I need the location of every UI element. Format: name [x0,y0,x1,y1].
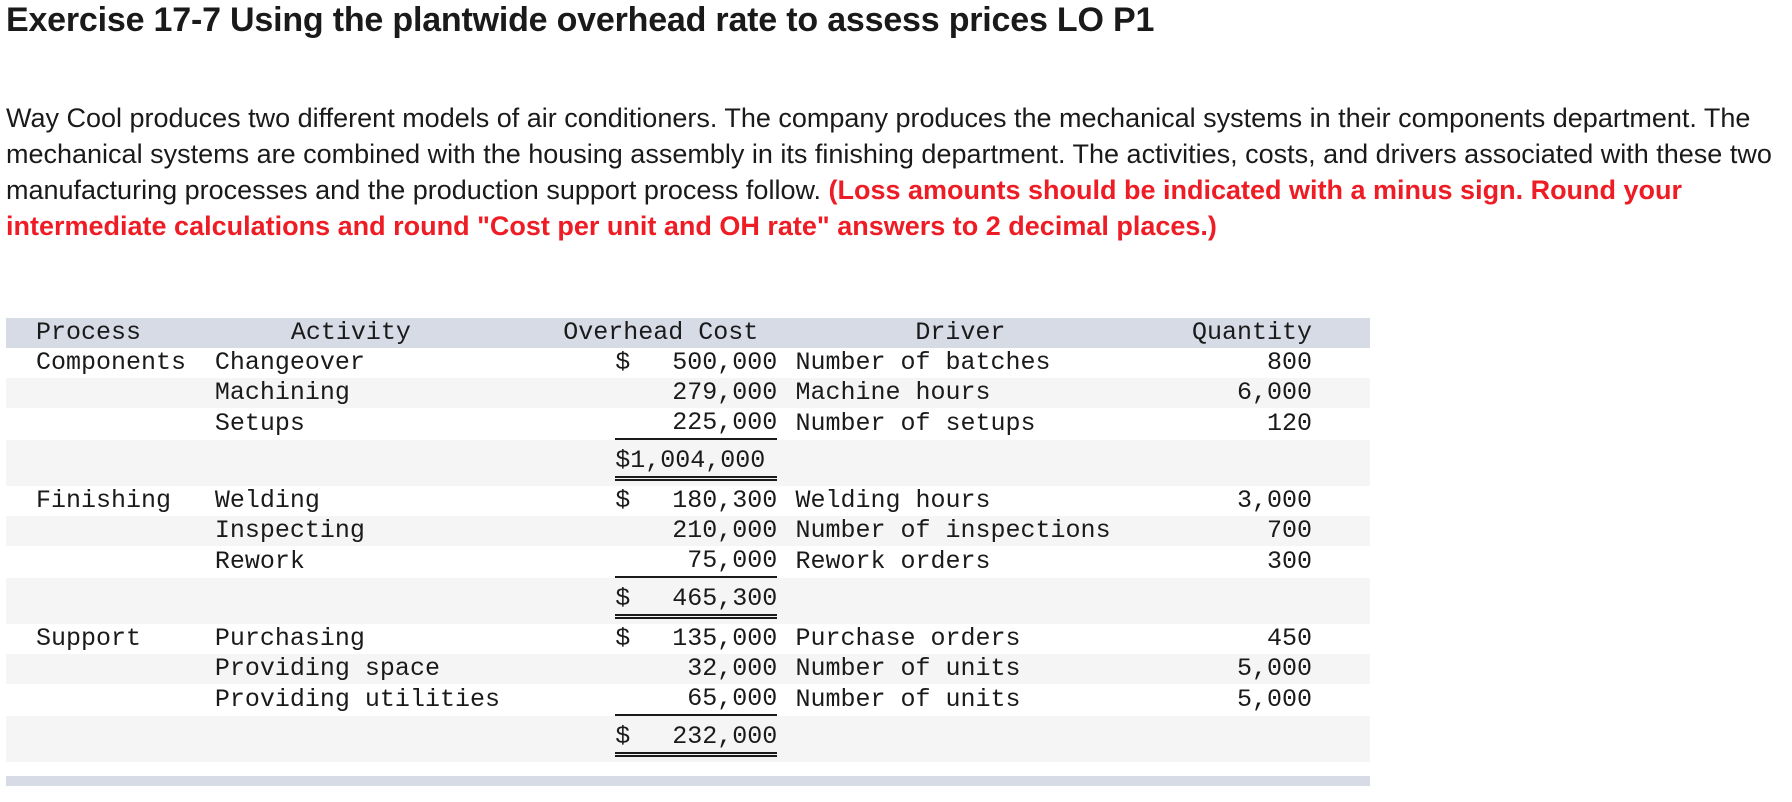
driver-cell: Number of units [795,685,1021,714]
page-title: Exercise 17-7 Using the plantwide overhead rate to assess prices LO P1 [6,1,1155,39]
total-value: 465,300 [672,583,778,613]
header-process: Process [6,318,215,348]
driver-cell: Purchase orders [795,624,1021,653]
currency-sign: $ [615,583,631,613]
table-footer-spacer [6,762,1370,776]
quantity-cell: 120 [1266,409,1312,438]
total-cost-cell [557,440,781,486]
cost-value: 500,000 [672,348,778,377]
driver-cell: Welding hours [795,486,991,515]
driver-cell: Number of inspections [796,516,1186,546]
cost-cell [557,684,781,716]
cost-cell [557,546,781,578]
quantity-cell: 5,000 [1236,685,1312,714]
total-row-finishing [6,578,1370,624]
driver-cell: Machine hours [796,378,1186,408]
quantity-cell: 300 [1266,547,1312,576]
header-activity: Activity [215,318,557,348]
cost-value: 75,000 [687,546,778,575]
currency-sign: $ [615,486,631,515]
cost-cell [557,378,781,408]
total-row-components [6,440,1370,486]
cost-value: 32,000 [687,654,778,683]
currency-sign: $ [615,445,631,475]
activity-cell: Setups [214,409,305,438]
table-row [6,378,1370,408]
cost-value: 279,000 [672,378,778,407]
total-row-support [6,716,1370,762]
activity-cell: Inspecting [215,516,557,546]
driver-cell: Rework orders [795,547,991,576]
process-finishing: Finishing [36,486,172,515]
cost-cell [557,408,781,440]
activity-cell: Purchasing [214,624,365,653]
problem-description [6,100,1781,244]
quantity-cell: 5,000 [1185,654,1370,684]
cost-value: 225,000 [672,408,778,437]
cost-cell [557,348,781,378]
activity-cell: Machining [215,378,557,408]
table-row [6,408,1370,440]
activity-cell: Providing space [215,654,557,684]
total-cost-cell [557,716,781,762]
table-row [6,348,1370,378]
cost-value: 135,000 [672,624,778,653]
total-value: 232,000 [672,721,778,751]
currency-sign: $ [615,721,631,751]
activity-cell: Providing utilities [214,685,500,714]
table-header-row [6,318,1370,348]
cost-value: 65,000 [687,684,778,713]
cost-cell [557,624,781,654]
table-row [6,624,1370,654]
activity-cell: Changeover [214,348,365,377]
activity-cell: Rework [214,547,305,576]
driver-cell: Number of setups [795,409,1036,438]
overhead-cost-table [6,318,1370,786]
table-row [6,684,1370,716]
cost-value: 180,300 [672,486,778,515]
header-overhead-cost: Overhead Cost [557,318,781,348]
quantity-cell: 6,000 [1185,378,1370,408]
quantity-cell: 800 [1266,348,1312,377]
cost-cell [557,516,781,546]
process-support: Support [36,624,142,653]
total-cost-cell [557,578,781,624]
cost-cell [557,486,781,516]
process-components: Components [36,348,187,377]
rounding-instruction: (Loss amounts should be indicated with a minus sign. Round your intermediate calculations and round "Cost per unit and OH rate" answers to 2 decimal places.) [6,175,1683,241]
table-row [6,516,1370,546]
driver-cell: Number of batches [795,348,1051,377]
activity-cell: Welding [214,486,320,515]
table-row [6,546,1370,578]
table-row [6,486,1370,516]
currency-sign: $ [615,348,631,377]
header-driver: Driver [796,318,1186,348]
driver-cell: Number of units [796,654,1186,684]
quantity-cell: 700 [1185,516,1370,546]
table-footer-bar [6,776,1370,786]
intro-text: Way Cool produces two different models of air conditioners. The company produces the mechanical systems in their components department. The mechanical systems are combined with the housing assembly in its finishing department. The activities, costs, and drivers associated with these two manufacturing processes and the production support process follow. [6,103,1772,205]
header-quantity: Quantity [1185,318,1370,348]
table-row [6,654,1370,684]
quantity-cell: 3,000 [1236,486,1312,515]
quantity-cell: 450 [1266,624,1312,653]
currency-sign: $ [615,624,631,653]
cost-value: 210,000 [672,516,778,545]
cost-cell [557,654,781,684]
total-value: 1,004,000 [630,445,766,475]
